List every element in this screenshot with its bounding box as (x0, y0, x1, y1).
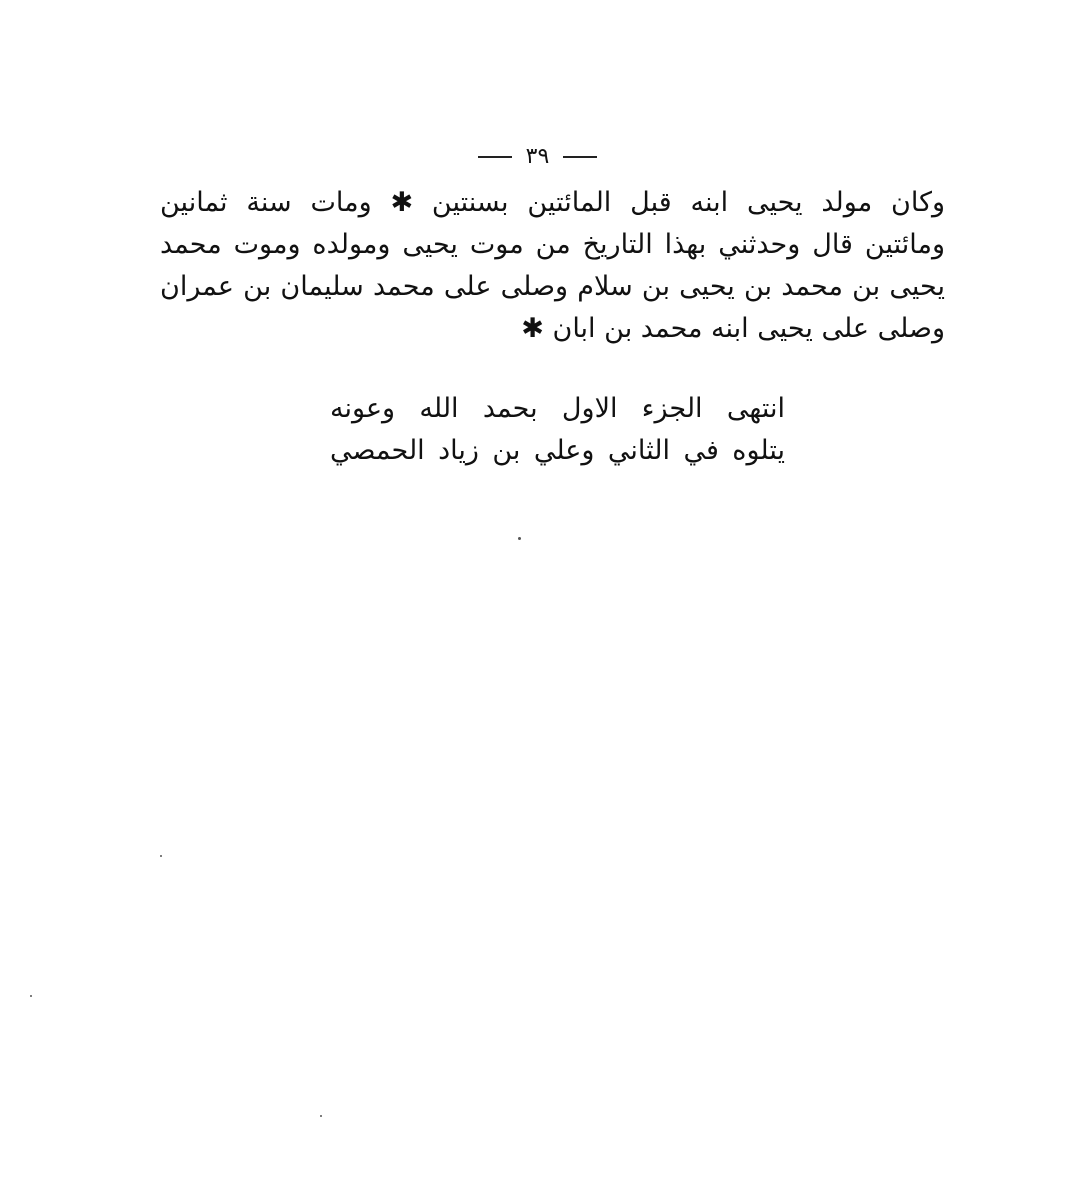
body-line-4: وصلى على يحيى ابنه محمد بن ابان ✱ (521, 313, 945, 344)
body-line-1: وكان مولد يحيى ابنه قبل المائتين بسنتين ✱ ومات سنة ثمانين (160, 187, 945, 218)
body-paragraph (160, 182, 945, 350)
colophon-line-2: يتلوه في الثاني وعلي بن زياد الحمصي (330, 435, 785, 466)
scan-speck (30, 995, 32, 997)
page-number: ٣٩ (525, 144, 550, 169)
body-line-3: يحيى بن محمد بن يحيى بن سلام وصلى على محمد سليمان بن عمران (160, 271, 945, 302)
scan-speck (160, 855, 162, 857)
scan-speck (320, 1115, 322, 1117)
body-line-2: ومائتين قال وحدثني بهذا التاريخ من موت يحيى ومولده وموت محمد (160, 229, 945, 260)
right-dash (563, 156, 597, 158)
colophon-line-1: انتهى الجزء الاول بحمد الله وعونه (330, 393, 785, 424)
page-number-header (0, 144, 1075, 169)
scan-speck (518, 537, 521, 540)
left-dash (478, 156, 512, 158)
colophon (330, 388, 785, 472)
